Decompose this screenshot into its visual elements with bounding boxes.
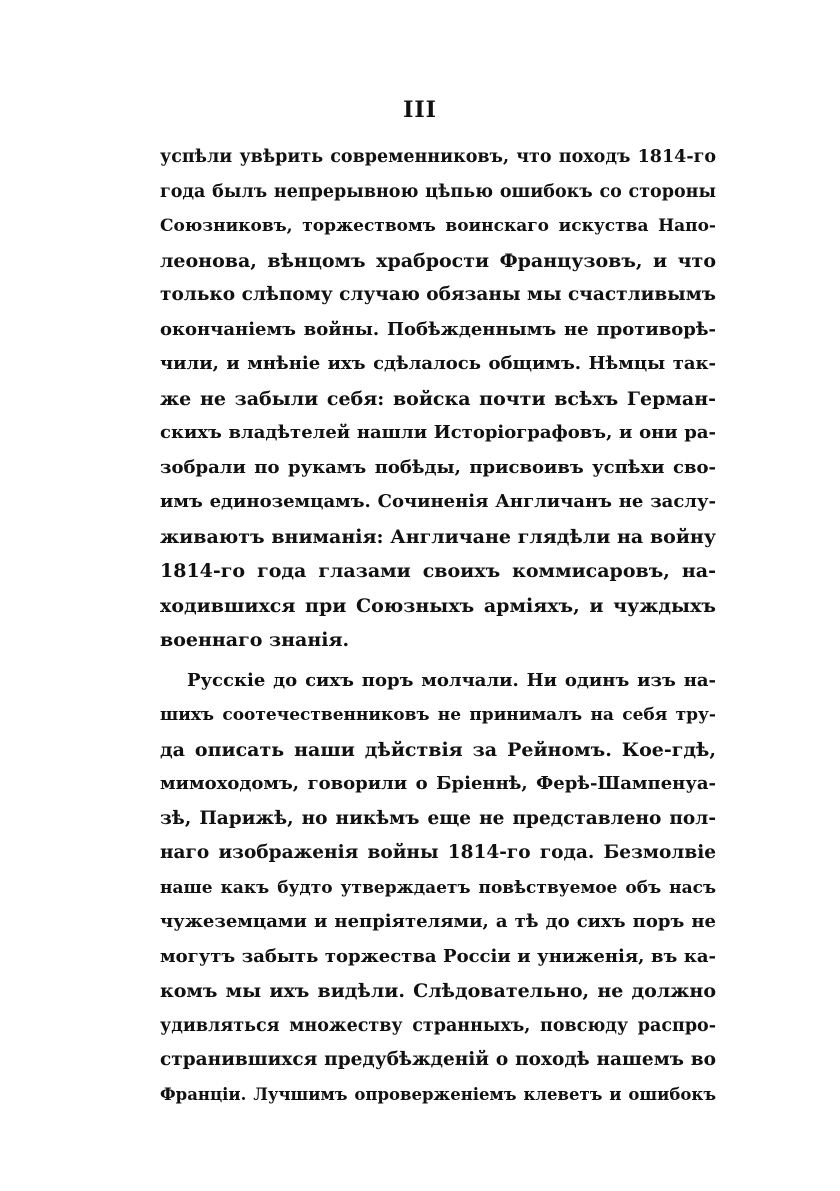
text-line: же не забыли себя: войска почти всѣхъ Герман- <box>160 387 716 410</box>
text-line: наго изображенія войны 1814-го года. Безмолвіе <box>160 842 716 863</box>
text-line: шихъ соотечественниковъ не принималъ на себя тру- <box>160 705 716 725</box>
text-line: чужеземцами и непріятелями, а тѣ до сихъ поръ не <box>160 911 716 932</box>
text-line: 1814-го года глазами своихъ коммисаровъ, на- <box>160 560 716 582</box>
text-line: наше какъ будто утверждаетъ повѣствуемое объ насъ <box>160 877 716 898</box>
text-line: удивляться множеству странныхъ, повсюду распро- <box>160 1015 716 1036</box>
text-line: окончаніемъ войны. Побѣжденнымъ не противорѣ- <box>160 318 716 340</box>
text-line: мимоходомъ, говорили о Бріеннѣ, Ферѣ-Шампенуа- <box>160 773 716 794</box>
text-line: военнаго знанія. <box>160 629 350 651</box>
text-line: чили, и мнѣніе ихъ сдѣлалось общимъ. Нѣмцы так- <box>160 353 716 374</box>
text-line: Союзниковъ, торжествомъ воинскаго искуства Напо- <box>160 216 716 236</box>
body-text <box>160 140 716 1112</box>
text-line: Русскіе до сихъ поръ молчали. Ни одинъ изъ на- <box>187 669 716 691</box>
text-line: только слѣпому случаю обязаны мы счастливымъ <box>160 284 716 305</box>
text-line: скихъ владѣтелей нашли Исторіографовъ, и они ра- <box>160 422 716 443</box>
paragraph-2 <box>160 664 716 1113</box>
text-line: зобрали по рукамъ побѣды, присвоивъ успѣхи сво- <box>160 456 716 478</box>
page-number: III <box>403 97 437 123</box>
text-line: года былъ непрерывною цѣпью ошибокъ со стороны <box>160 181 716 202</box>
text-line: ходившихся при Союзныхъ арміяхъ, и чуждыхъ <box>160 594 716 617</box>
text-line: Франціи. Лучшимъ опроверженіемъ клеветъ и ошибокъ <box>160 1084 716 1104</box>
text-line: могутъ забыть торжества Россіи и униженія, въ ка- <box>160 945 716 967</box>
text-line: комъ мы ихъ видѣли. Слѣдовательно, не должно <box>160 980 716 1002</box>
text-line: зѣ, Парижѣ, но никѣмъ еще не представлено пол- <box>160 807 716 829</box>
text-line: леонова, вѣнцомъ храбрости Французовъ, и что <box>160 249 716 272</box>
text-line: живаютъ вниманія: Англичане глядѣли на войну <box>160 525 716 548</box>
text-line: успѣли увѣрить современниковъ, что походъ 1814-го <box>160 147 716 167</box>
paragraph-1 <box>160 140 716 658</box>
text-line: имъ единоземцамъ. Сочиненія Англичанъ не заслу- <box>160 491 716 512</box>
text-line: странившихся предубѣжденій о походѣ нашемъ во <box>160 1049 716 1070</box>
text-line: да описать наши дѣйствія за Рейномъ. Кое-гдѣ, <box>160 738 716 761</box>
